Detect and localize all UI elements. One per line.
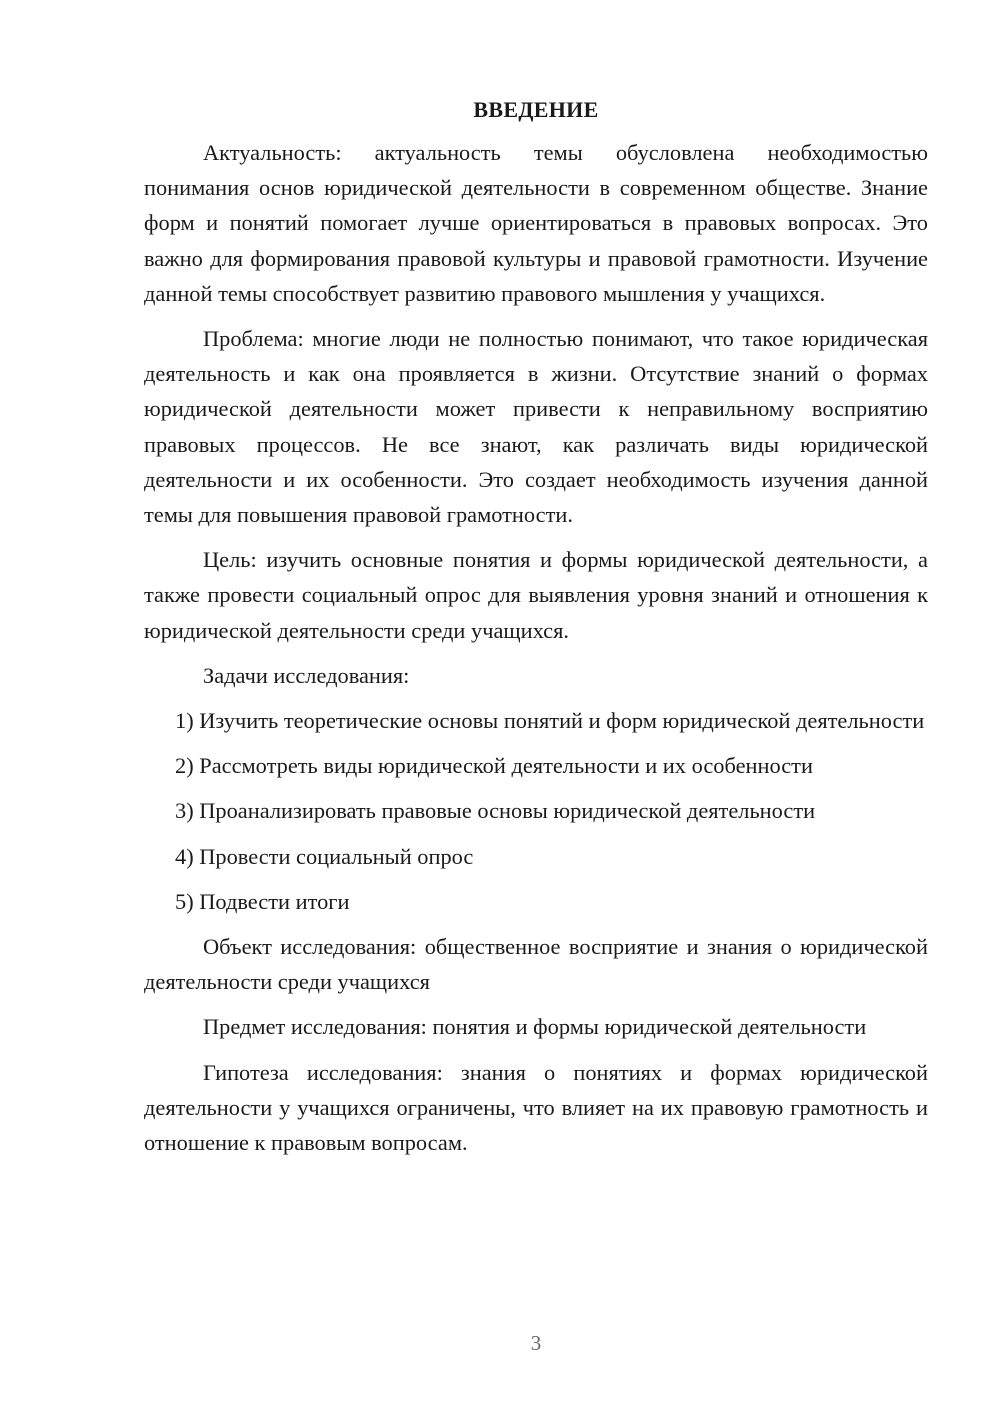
object-paragraph: Объект исследования: общественное восприятие и знания о юридической деятельности среди учащихся [144, 934, 928, 995]
page-title: ВВЕДЕНИЕ [473, 97, 599, 122]
task-item: 3) Проанализировать правовые основы юридической деятельности [175, 798, 816, 824]
hypothesis-paragraph: Гипотеза исследования: знания о понятиях и формах юридической деятельности у учащихся ограничены, что влияет на их правовую грамотность и отношение к правовым вопросам. [144, 1059, 928, 1156]
subject-paragraph: Предмет исследования: понятия и формы юридической деятельности [203, 1014, 867, 1040]
page-number: 3 [530, 1331, 542, 1355]
task-item: 4) Провести социальный опрос [175, 843, 474, 869]
relevance-paragraph: Актуальность: актуальность темы обусловлена необходимостью понимания основ юридической деятельности в современном обществе. Знание форм и понятий помогает лучше ориентироваться в правовых вопросах. Это важно для формирования правовой культуры и правовой грамотности. Изучение данной темы способствует развитию правового мышления у учащихся. [144, 140, 928, 306]
page-content [144, 92, 928, 1170]
task-item: 1) Изучить теоретические основы понятий и форм юридической деятельности [175, 708, 925, 734]
tasks-list [144, 703, 928, 919]
goal-paragraph: Цель: изучить основные понятия и формы юридической деятельности, а также провести социальный опрос для выявления уровня знаний и отношения к юридической деятельности среди учащихся. [144, 547, 928, 643]
tasks-heading: Задачи исследования: [203, 662, 410, 688]
task-item: 5) Подвести итоги [175, 888, 350, 914]
problem-paragraph: Проблема: многие люди не полностью понимают, что такое юридическая деятельность и как она проявляется в жизни. Отсутствие знаний о формах юридической деятельности может привести к неправильному восприятию правовых процессов. Не все знают, как различать виды юридической деятельности и их особенности. Это создает необходимость изучения данной темы для повышения правовой грамотности. [144, 326, 928, 528]
task-item: 2) Рассмотреть виды юридической деятельности и их особенности [175, 753, 813, 779]
